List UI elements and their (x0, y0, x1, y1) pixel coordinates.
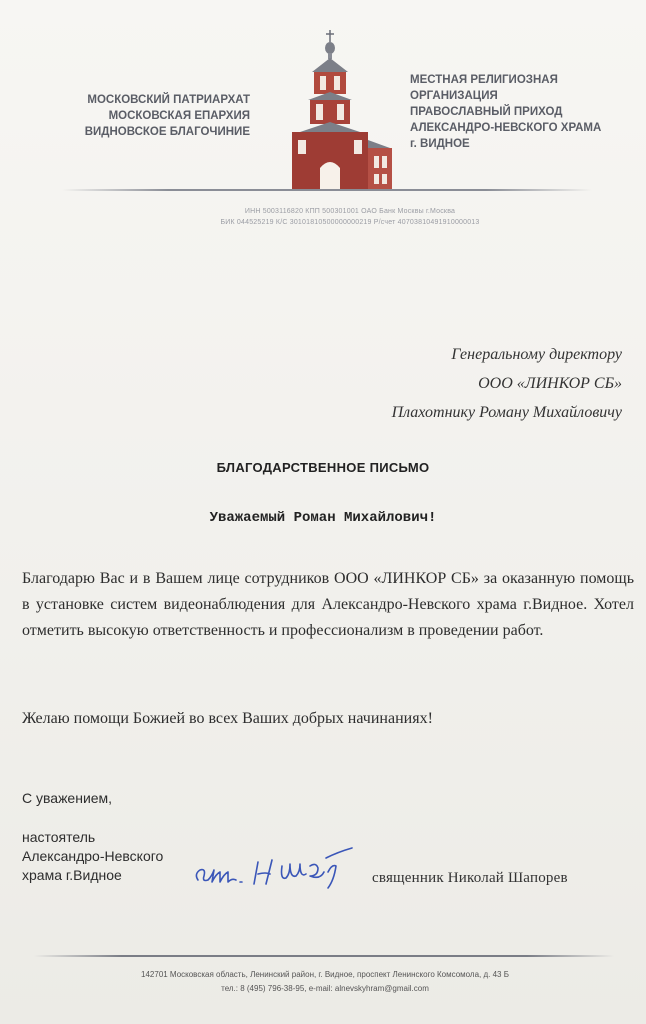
requisites-line-2: БИК 044525219 К/С 30101810500000000219 Р/счет 40703810491910000013 (220, 219, 480, 226)
signer-name: священник Николай Шапорев (372, 870, 568, 886)
document-title: БЛАГОДАРСТВЕННОЕ ПИСЬМО (216, 460, 430, 475)
signer-role-line-1: настоятель (22, 829, 96, 845)
handwritten-signature-icon (192, 836, 362, 896)
wish-line: Желаю помощи Божией во всех Ваших добрых начинаниях! (22, 710, 433, 727)
salutation: Уважаемый Роман Михайлович! (209, 510, 437, 526)
addressee-position: Генеральному директору (451, 346, 622, 363)
letterhead-right-line-4: АЛЕКСАНДРО-НЕВСКОГО ХРАМА (410, 122, 602, 134)
requisites-line-1: ИНН 5003116820 КПП 500301001 ОАО Банк Москвы г.Москва (244, 208, 456, 215)
bank-requisites (140, 206, 560, 228)
letterhead-left-line-2: МОСКОВСКАЯ ЕПАРХИЯ (108, 110, 250, 122)
signer-role-line-2: Александро-Невского (22, 848, 164, 864)
footer-address: 142701 Московская область, Ленинский район, г. Видное, проспект Ленинского Комсомола, д. 43 Б (141, 970, 509, 979)
signer-role-line-3: храма г.Видное (22, 867, 122, 883)
letterhead-left-line-3: ВИДНОВСКОЕ БЛАГОЧИНИЕ (84, 126, 250, 138)
letterhead-right-line-1: МЕСТНАЯ РЕЛИГИОЗНАЯ (410, 74, 558, 86)
signer-role (22, 828, 163, 885)
letterhead-divider (62, 189, 592, 191)
letterhead-right-line-2: ОРГАНИЗАЦИЯ (410, 90, 498, 102)
letterhead-left (40, 92, 250, 140)
addressee-block (262, 340, 622, 427)
letterhead-right (410, 72, 640, 152)
letterhead-right-line-3: ПРАВОСЛАВНЫЙ ПРИХОД (410, 106, 563, 118)
footer (60, 968, 590, 996)
footer-contacts: тел.: 8 (495) 796-38-95, e-mail: alnevskyhram@gmail.com (221, 984, 429, 993)
body-paragraph: Благодарю Вас и в Вашем лице сотрудников ООО «ЛИНКОР СБ» за оказанную помощь в установке систем видеонаблюдения для Александро-Невского храма г.Видное. Хотел отметить высокую ответственность и профессионализм в проведении работ. (22, 570, 634, 639)
letterhead-right-line-5: г. ВИДНОЕ (410, 138, 470, 150)
footer-divider (34, 955, 614, 957)
closing-regards: С уважением, (22, 790, 113, 806)
letterhead-left-line-1: МОСКОВСКИЙ ПАТРИАРХАТ (87, 94, 250, 106)
church-logo-icon (286, 28, 396, 194)
letter-body (22, 566, 634, 644)
addressee-company: ООО «ЛИНКОР СБ» (478, 375, 622, 392)
addressee-name: Плахотнику Роману Михайловичу (391, 404, 622, 421)
